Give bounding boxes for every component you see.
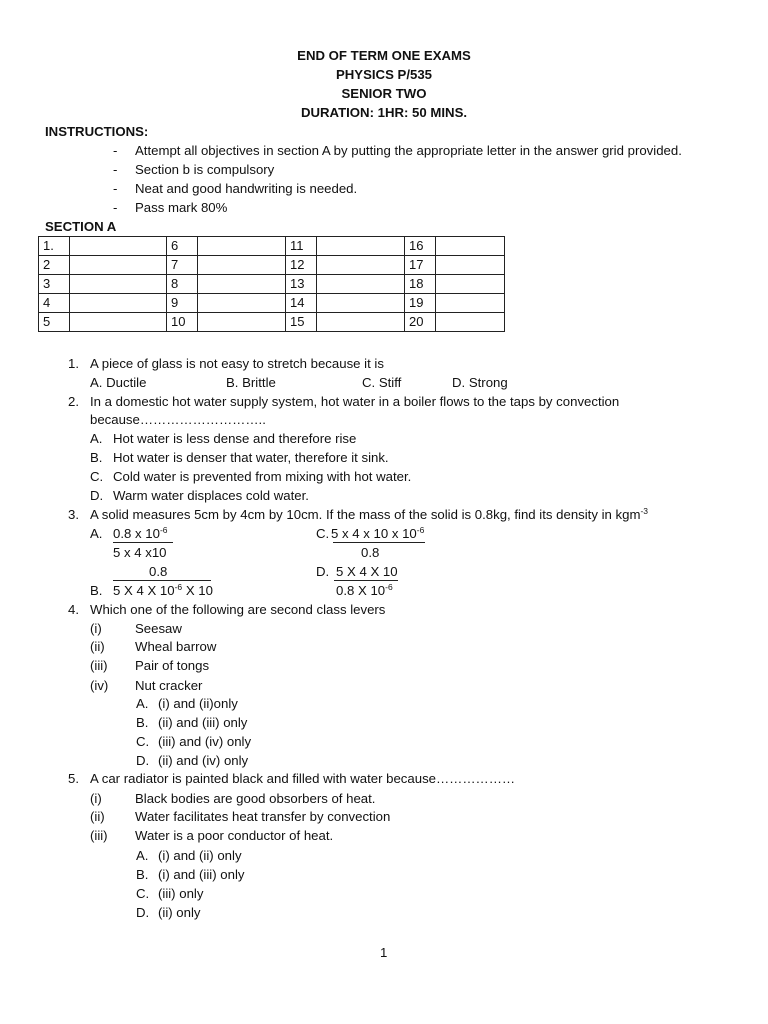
- answer-cell[interactable]: [198, 237, 286, 256]
- table-row: [39, 275, 505, 294]
- grid-number-cell: 1.: [39, 237, 70, 256]
- exponent: -6: [416, 525, 425, 535]
- option-d-denominator: [336, 582, 393, 600]
- exponent: -3: [640, 506, 649, 516]
- option-letter: D.: [316, 564, 330, 579]
- grid-number-cell: 12: [286, 256, 317, 275]
- question-number: 2.: [68, 394, 79, 409]
- option-c: C. Stiff: [362, 375, 402, 390]
- option-text: (i) and (ii) only: [158, 848, 242, 863]
- option-a-numerator: [113, 525, 168, 543]
- instruction-item: Neat and good handwriting is needed.: [135, 181, 358, 196]
- table-row: [39, 237, 505, 256]
- grid-number-cell: 10: [167, 313, 198, 332]
- option-text: Hot water is denser that water, therefore it sink.: [113, 450, 389, 465]
- question-text: A car radiator is painted black and filled with water because………………: [90, 771, 516, 786]
- bullet-dash: -: [113, 200, 118, 215]
- option-letter: D.: [136, 905, 150, 920]
- grid-number-cell: 6: [167, 237, 198, 256]
- option-text: (i) and (ii)only: [158, 696, 238, 711]
- option-text: (i) and (iii) only: [158, 867, 245, 882]
- answer-cell[interactable]: [70, 294, 167, 313]
- fraction-bar: [113, 542, 173, 543]
- option-c-numerator: [331, 525, 424, 543]
- option-a-denominator: 5 x 4 x10: [113, 545, 167, 560]
- grid-number-cell: 18: [405, 275, 436, 294]
- option-letter: B.: [136, 867, 149, 882]
- answer-cell[interactable]: [198, 256, 286, 275]
- option-letter: C.: [90, 469, 104, 484]
- grid-number-cell: 8: [167, 275, 198, 294]
- answer-cell[interactable]: [317, 275, 405, 294]
- denominator-text: 0.8 X 10: [336, 583, 386, 598]
- grid-number-cell: 15: [286, 313, 317, 332]
- exponent: -6: [159, 525, 168, 535]
- grid-number-cell: 3: [39, 275, 70, 294]
- bullet-dash: -: [113, 143, 118, 158]
- instruction-item: Section b is compulsory: [135, 162, 275, 177]
- option-letter: B.: [90, 583, 103, 598]
- item-text: Seesaw: [135, 621, 182, 636]
- option-letter: B.: [136, 715, 149, 730]
- roman-numeral: (iv): [90, 678, 109, 693]
- grid-number-cell: 19: [405, 294, 436, 313]
- exam-title: END OF TERM ONE EXAMS: [297, 48, 471, 63]
- question-text-continued: because………………………..: [90, 412, 266, 427]
- grid-number-cell: 4: [39, 294, 70, 313]
- answer-cell[interactable]: [70, 256, 167, 275]
- grid-number-cell: 14: [286, 294, 317, 313]
- table-row: [39, 256, 505, 275]
- denominator-tail: X 10: [182, 583, 213, 598]
- question-text: Which one of the following are second class levers: [90, 602, 386, 617]
- option-text: (ii) and (iii) only: [158, 715, 248, 730]
- grid-number-cell: 9: [167, 294, 198, 313]
- bullet-dash: -: [113, 162, 118, 177]
- item-text: Water is a poor conductor of heat.: [135, 828, 334, 843]
- answer-cell[interactable]: [70, 275, 167, 294]
- option-text: (ii) only: [158, 905, 201, 920]
- option-letter: A.: [90, 431, 103, 446]
- answer-cell[interactable]: [436, 294, 505, 313]
- answer-cell[interactable]: [436, 237, 505, 256]
- answer-cell[interactable]: [436, 313, 505, 332]
- roman-numeral: (ii): [90, 639, 105, 654]
- roman-numeral: (i): [90, 791, 102, 806]
- option-b-denominator: [113, 582, 213, 600]
- item-text: Wheal barrow: [135, 639, 217, 654]
- roman-numeral: (iii): [90, 828, 108, 843]
- question-number: 4.: [68, 602, 79, 617]
- option-letter: C.: [136, 734, 150, 749]
- option-letter: B.: [90, 450, 103, 465]
- fraction-bar: [113, 580, 211, 581]
- grid-number-cell: 5: [39, 313, 70, 332]
- option-text: Hot water is less dense and therefore rise: [113, 431, 357, 446]
- answer-cell[interactable]: [436, 256, 505, 275]
- option-d: D. Strong: [452, 375, 508, 390]
- answer-cell[interactable]: [436, 275, 505, 294]
- exponent: -6: [385, 582, 393, 592]
- answer-cell[interactable]: [198, 313, 286, 332]
- grid-number-cell: 13: [286, 275, 317, 294]
- option-text: Warm water displaces cold water.: [113, 488, 309, 503]
- question-text-main: A solid measures 5cm by 4cm by 10cm. If the mass of the solid is 0.8kg, find its density in kgm: [90, 507, 641, 522]
- exponent: -6: [174, 582, 183, 592]
- answer-cell[interactable]: [70, 313, 167, 332]
- class-level: SENIOR TWO: [341, 86, 427, 101]
- grid-number-cell: 20: [405, 313, 436, 332]
- instructions-heading: INSTRUCTIONS:: [45, 124, 149, 139]
- option-letter: A.: [90, 526, 103, 541]
- grid-number-cell: 16: [405, 237, 436, 256]
- option-letter: D.: [90, 488, 104, 503]
- bullet-dash: -: [113, 181, 118, 196]
- option-b-numerator: 0.8: [149, 564, 168, 579]
- answer-cell[interactable]: [317, 313, 405, 332]
- question-number: 5.: [68, 771, 79, 786]
- option-text: (iii) and (iv) only: [158, 734, 252, 749]
- option-letter: A.: [136, 696, 149, 711]
- item-text: Water facilitates heat transfer by convection: [135, 809, 391, 824]
- table-row: [39, 313, 505, 332]
- answer-cell[interactable]: [70, 237, 167, 256]
- answer-cell[interactable]: [317, 237, 405, 256]
- instruction-item: Attempt all objectives in section A by putting the appropriate letter in the answer grid provided.: [135, 143, 682, 158]
- page-number: 1: [380, 945, 388, 960]
- grid-number-cell: 17: [405, 256, 436, 275]
- roman-numeral: (ii): [90, 809, 105, 824]
- denominator-text: 5 X 4 X 10: [113, 583, 175, 598]
- question-text: A piece of glass is not easy to stretch because it is: [90, 356, 384, 371]
- option-text: (ii) and (iv) only: [158, 753, 249, 768]
- option-text: (iii) only: [158, 886, 204, 901]
- item-text: Black bodies are good obsorbers of heat.: [135, 791, 376, 806]
- fraction-bar: [333, 542, 425, 543]
- table-row: [39, 294, 505, 313]
- subject-code: PHYSICS P/535: [335, 67, 433, 82]
- question-number: 1.: [68, 356, 79, 371]
- option-a: A. Ductile: [90, 375, 147, 390]
- grid-number-cell: 2: [39, 256, 70, 275]
- item-text: Pair of tongs: [135, 658, 210, 673]
- answer-cell[interactable]: [198, 275, 286, 294]
- option-d-numerator: 5 X 4 X 10: [336, 564, 398, 579]
- answer-cell[interactable]: [317, 294, 405, 313]
- answer-cell[interactable]: [317, 256, 405, 275]
- option-letter: C.: [136, 886, 150, 901]
- numerator-text: 0.8 x 10: [113, 526, 160, 541]
- numerator-text: 5 x 4 x 10 x 10: [331, 526, 417, 541]
- question-number: 3.: [68, 507, 79, 522]
- grid-number-cell: 7: [167, 256, 198, 275]
- section-a-heading: SECTION A: [45, 219, 117, 234]
- roman-numeral: (iii): [90, 658, 108, 673]
- answer-grid: [38, 236, 505, 332]
- option-letter: A.: [136, 848, 149, 863]
- option-c-denominator: 0.8: [361, 545, 380, 560]
- item-text: Nut cracker: [135, 678, 203, 693]
- option-text: Cold water is prevented from mixing with hot water.: [113, 469, 412, 484]
- roman-numeral: (i): [90, 621, 102, 636]
- exam-duration: DURATION: 1HR: 50 MINS.: [300, 105, 468, 120]
- option-b: B. Brittle: [226, 375, 276, 390]
- option-letter: D.: [136, 753, 150, 768]
- question-text: [90, 506, 648, 524]
- option-letter: C.: [316, 526, 330, 541]
- answer-cell[interactable]: [198, 294, 286, 313]
- grid-number-cell: 11: [286, 237, 317, 256]
- instruction-item: Pass mark 80%: [135, 200, 228, 215]
- question-text: In a domestic hot water supply system, hot water in a boiler flows to the taps by convection: [90, 394, 620, 409]
- fraction-bar: [334, 580, 398, 581]
